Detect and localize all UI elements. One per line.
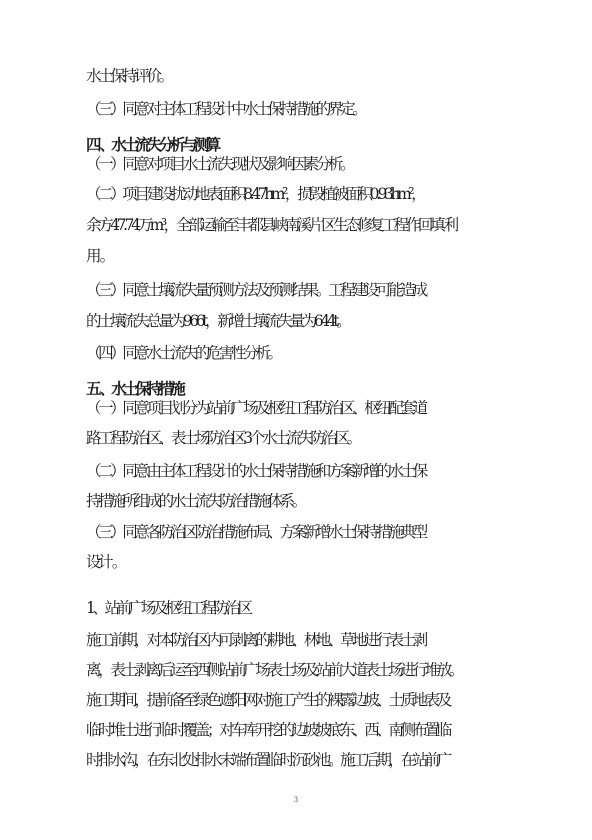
paragraph-line: 施工前期，对本防治区内可剥离的耕地、林地、草地进行表土剥 bbox=[86, 631, 425, 649]
paragraph-line: （一）同意对项目水土流失现状及影响因素分析。 bbox=[86, 155, 353, 173]
paragraph-line: （二）项目建设扰动地表面积8.47hm²，损毁植被面积0.93hm²， bbox=[86, 185, 424, 203]
paragraph-line: （二）同意由主体工程设计的水土保持措施和方案新增的水土保 bbox=[86, 462, 425, 480]
paragraph-line: 余方47.74万m³，全部运输至丰都县峡南溪片区生态修复工程作回填 利 bbox=[86, 216, 456, 234]
paragraph-line: （三）同意各防治区防治措施布局、方案新增水土保持措施典型 bbox=[86, 523, 425, 541]
section-heading: 四 、水土流失分析与测算 bbox=[86, 136, 218, 154]
section-heading: 五 、水土保持措施 bbox=[86, 380, 183, 398]
paragraph-line: 设计 。 bbox=[86, 553, 124, 571]
page-number: 3 bbox=[293, 796, 299, 804]
paragraph-line: 时排水沟，在东北处排水末端布置临时沉砂池。施工后期，在站前广 bbox=[86, 751, 450, 769]
paragraph-line: 离，表土剥离后运至西侧站前广场表土场及站前大道表土场进行堆放。 bbox=[86, 661, 462, 679]
paragraph-line: 持措施所组成的水土流失防治措施体系。 bbox=[86, 492, 304, 510]
subsection-heading: 1、站前广场及枢纽工程防治区 bbox=[86, 599, 250, 617]
paragraph-line: （三）同意土壤流失量预测方法及预测结果。工程建设可能造成 bbox=[86, 281, 425, 299]
paragraph-line: 水土保持评价。 bbox=[86, 67, 171, 85]
paragraph-line: （四）同意水土流失的危害性分析。 bbox=[86, 344, 280, 362]
paragraph-line: （三）同意对主体工程设计中水土保持措施的界定。 bbox=[86, 100, 365, 118]
paragraph-line: 路工程防治区、表土场防治区3个水土流失防治区。 bbox=[86, 429, 359, 447]
paragraph-line: 施工期间，提前备至绿色遮阳网对施工产生的裸露边坡、土质地表及 bbox=[86, 691, 450, 709]
paragraph-line: 的土壤流失总量为966t，新增土壤流失量为644t。 bbox=[86, 312, 349, 330]
paragraph-line: 临时堆土进行临时覆盖；对车库开挖的边坡坡底东、西、南侧布置临 bbox=[86, 721, 450, 739]
paragraph-line: 用 。 bbox=[86, 247, 112, 265]
paragraph-line: （一）同意项目划分为站前广场及枢纽工程防治区、枢纽配套道 bbox=[86, 399, 425, 417]
